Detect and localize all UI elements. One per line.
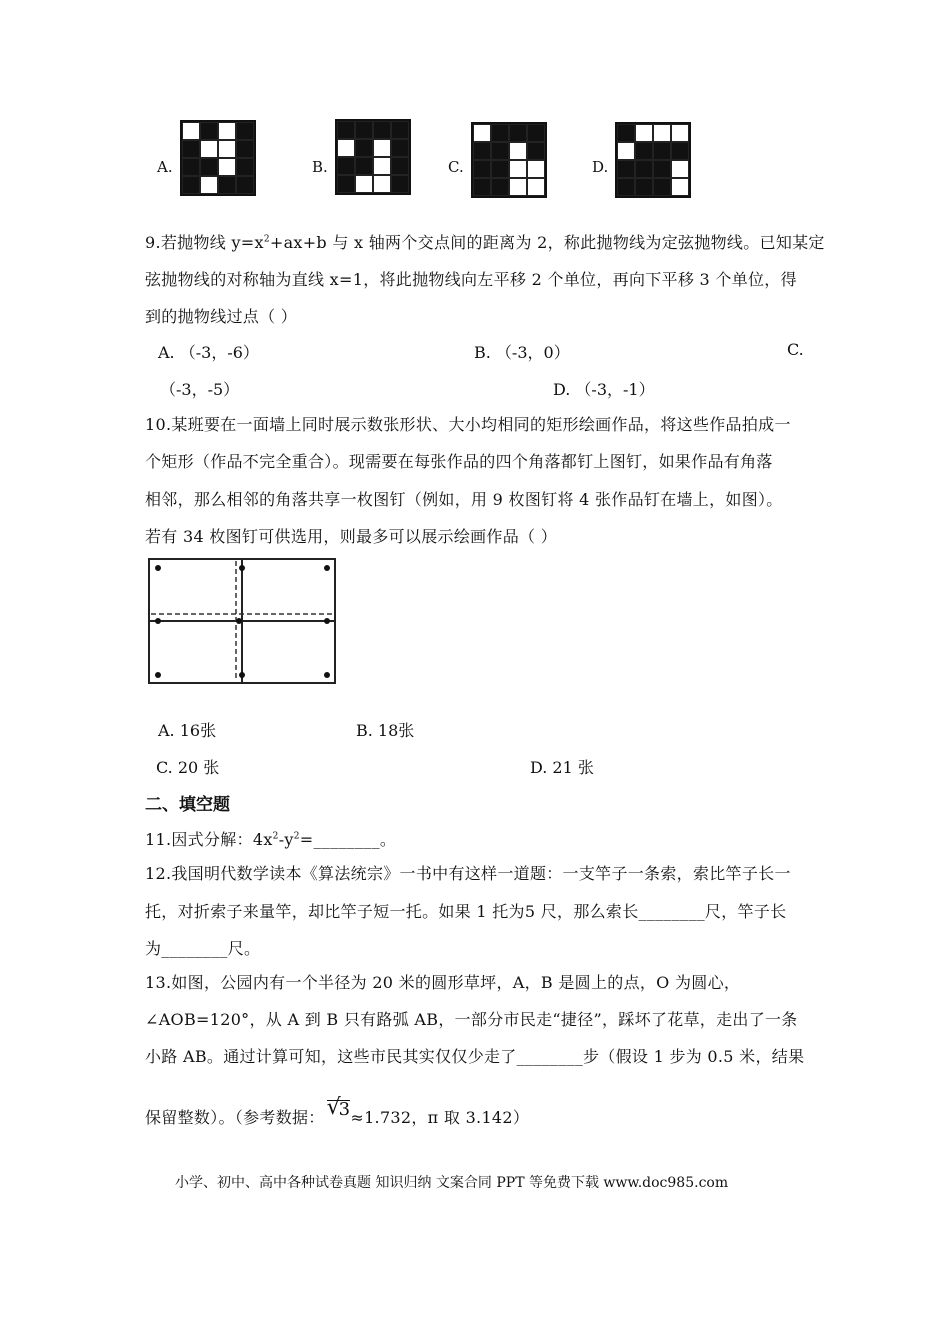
grid-cell bbox=[527, 142, 545, 160]
q12-line1: 12.我国明代数学读本《算法统宗》一书中有这样一道题：一支竿子一条索，索比竿子长一 bbox=[145, 864, 791, 883]
grid-cell bbox=[200, 122, 218, 140]
grid-cell bbox=[617, 178, 635, 196]
grid-cell bbox=[236, 158, 254, 176]
q8-option-a-label: A. bbox=[157, 158, 173, 176]
q9-sup: 2 bbox=[263, 234, 270, 245]
grid-cell bbox=[671, 178, 689, 196]
sqrt-symbol: √ 3 bbox=[326, 1095, 351, 1120]
grid-cell bbox=[182, 122, 200, 140]
grid-cell bbox=[182, 176, 200, 194]
pushpin bbox=[236, 618, 242, 624]
pushpin bbox=[324, 618, 330, 624]
q13-text-b: ≈1.732，π 取 3.142） bbox=[350, 1108, 530, 1127]
grid-cell bbox=[491, 160, 509, 178]
grid-cell bbox=[218, 122, 236, 140]
q13-line4 bbox=[145, 1095, 810, 1128]
grid-cell bbox=[218, 140, 236, 158]
q8-option-b-label: B. bbox=[312, 158, 328, 176]
q9-option-d: D. （-3，-1） bbox=[553, 380, 655, 399]
grid-cell bbox=[635, 142, 653, 160]
grid-cell bbox=[671, 124, 689, 142]
grid-cell bbox=[218, 176, 236, 194]
grid-cell bbox=[355, 121, 373, 139]
grid-cell bbox=[527, 178, 545, 196]
pushpin bbox=[324, 565, 330, 571]
q9-line1 bbox=[145, 230, 825, 253]
grid-cell bbox=[473, 142, 491, 160]
grid-cell bbox=[355, 157, 373, 175]
grid-cell bbox=[617, 160, 635, 178]
q10-line2: 个矩形（作品不完全重合）。现需要在每张作品的四个角落都钉上图钉，如果作品有角落 bbox=[145, 452, 773, 471]
painting-top-right bbox=[242, 559, 335, 621]
q8-option-c-label: C. bbox=[448, 158, 464, 176]
grid-cell bbox=[391, 121, 409, 139]
q10-option-d: D. 21 张 bbox=[530, 758, 594, 777]
grid-cell bbox=[355, 139, 373, 157]
pushpin bbox=[155, 672, 161, 678]
grid-cell bbox=[491, 142, 509, 160]
painting-bottom-left bbox=[149, 621, 242, 683]
grid-cell bbox=[527, 124, 545, 142]
grid-cell bbox=[200, 176, 218, 194]
grid-cell bbox=[653, 160, 671, 178]
grid-cell bbox=[200, 158, 218, 176]
grid-cell bbox=[527, 160, 545, 178]
sqrt-radicand: 3 bbox=[338, 1099, 351, 1120]
grid-cell bbox=[182, 140, 200, 158]
grid-cell bbox=[236, 176, 254, 194]
q8-option-a-grid bbox=[180, 120, 256, 196]
q10-line3: 相邻，那么相邻的角落共享一枚图钉（例如，用 9 枚图钉将 4 张作品钉在墙上，如图）。 bbox=[145, 490, 783, 509]
q11-sup-a: 2 bbox=[272, 831, 279, 842]
grid-cell bbox=[509, 160, 527, 178]
grid-cell bbox=[635, 178, 653, 196]
q10-option-c: C. 20 张 bbox=[156, 758, 220, 777]
grid-cell bbox=[337, 157, 355, 175]
grid-cell bbox=[617, 124, 635, 142]
grid-cell bbox=[373, 139, 391, 157]
grid-cell bbox=[509, 124, 527, 142]
grid-cell bbox=[509, 142, 527, 160]
grid-cell bbox=[355, 175, 373, 193]
grid-cell bbox=[391, 175, 409, 193]
section-heading-fill-in: 二、填空题 bbox=[145, 795, 230, 815]
painting-bottom-right bbox=[242, 621, 335, 683]
grid-cell bbox=[236, 140, 254, 158]
q10-line4: 若有 34 枚图钉可供选用，则最多可以展示绘画作品（ ） bbox=[145, 527, 558, 546]
grid-cell bbox=[218, 158, 236, 176]
grid-cell bbox=[373, 157, 391, 175]
grid-cell bbox=[473, 160, 491, 178]
q8-option-b-grid bbox=[335, 119, 411, 195]
q10-line1: 10.某班要在一面墙上同时展示数张形状、大小均相同的矩形绘画作品，将这些作品拍成一 bbox=[145, 415, 791, 434]
q13-text-a: 保留整数）。（参考数据： bbox=[145, 1108, 325, 1127]
q9-option-a: A. （-3，-6） bbox=[158, 343, 259, 362]
q13-line1: 13.如图，公园内有一个半径为 20 米的圆形草坪，A，B 是圆上的点，O 为圆心， bbox=[145, 973, 741, 992]
q9-option-c-value: （-3，-5） bbox=[160, 380, 240, 399]
pushpin bbox=[239, 672, 245, 678]
q11-text-c: =________。 bbox=[299, 830, 397, 849]
q8-option-d-label: D. bbox=[592, 158, 609, 176]
q13-line2: ∠AOB=120°，从 A 到 B 只有路弧 AB，一部分市民走“捷径”，踩坏了花草，走出了一条 bbox=[145, 1010, 798, 1029]
q9-option-c-label: C. bbox=[787, 340, 804, 359]
grid-cell bbox=[337, 121, 355, 139]
grid-cell bbox=[473, 178, 491, 196]
grid-cell bbox=[653, 142, 671, 160]
grid-cell bbox=[373, 175, 391, 193]
grid-cell bbox=[391, 139, 409, 157]
grid-cell bbox=[200, 140, 218, 158]
grid-cell bbox=[671, 160, 689, 178]
grid-cell bbox=[236, 122, 254, 140]
grid-cell bbox=[473, 124, 491, 142]
pushpin bbox=[324, 672, 330, 678]
grid-cell bbox=[653, 124, 671, 142]
grid-cell bbox=[635, 124, 653, 142]
grid-cell bbox=[491, 178, 509, 196]
grid-cell bbox=[653, 178, 671, 196]
q12-line3: 为________尺。 bbox=[145, 939, 261, 958]
q9-option-b: B. （-3，0） bbox=[474, 343, 570, 362]
page-footer: 小学、初中、高中各种试卷真题 知识归纳 文案合同 PPT 等免费下载 www.doc985.com bbox=[175, 1175, 729, 1191]
q11-text-b: -y bbox=[278, 830, 294, 849]
grid-cell bbox=[337, 139, 355, 157]
painting-top-left bbox=[149, 559, 242, 621]
grid-cell bbox=[182, 158, 200, 176]
q8-option-d-grid bbox=[615, 122, 691, 198]
pushpin bbox=[239, 565, 245, 571]
q9-text-b: +ax+b 与 x 轴两个交点间的距离为 2，称此抛物线为定弦抛物线。已知某定 bbox=[269, 233, 825, 252]
q9-line2: 弦抛物线的对称轴为直线 x=1，将此抛物线向左平移 2 个单位，再向下平移 3 个单位，得 bbox=[145, 270, 797, 289]
q10-option-a: A. 16张 bbox=[158, 721, 217, 740]
q11-sup-b: 2 bbox=[293, 831, 300, 842]
grid-cell bbox=[337, 175, 355, 193]
grid-cell bbox=[671, 142, 689, 160]
grid-cell bbox=[509, 178, 527, 196]
grid-cell bbox=[635, 160, 653, 178]
q11-text-a: 11.因式分解：4x bbox=[145, 830, 273, 849]
q11-line bbox=[145, 827, 810, 850]
q13-line3: 小路 AB。通过计算可知，这些市民其实仅仅少走了________步（假设 1 步为 0.5 米，结果 bbox=[145, 1047, 805, 1066]
q8-option-c-grid bbox=[471, 122, 547, 198]
grid-cell bbox=[491, 124, 509, 142]
q9-line3: 到的抛物线过点（ ） bbox=[145, 307, 298, 326]
grid-cell bbox=[617, 142, 635, 160]
grid-cell bbox=[391, 157, 409, 175]
q10-pushpin-figure bbox=[147, 557, 339, 687]
q12-line2: 托，对折索子来量竿，却比竿子短一托。如果 1 托为5 尺，那么索长________尺，竿子长 bbox=[145, 902, 787, 921]
pushpin bbox=[155, 565, 161, 571]
grid-cell bbox=[373, 121, 391, 139]
pushpin bbox=[155, 618, 161, 624]
q9-text-a: 9.若抛物线 y=x bbox=[145, 233, 264, 252]
q10-option-b: B. 18张 bbox=[356, 721, 415, 740]
